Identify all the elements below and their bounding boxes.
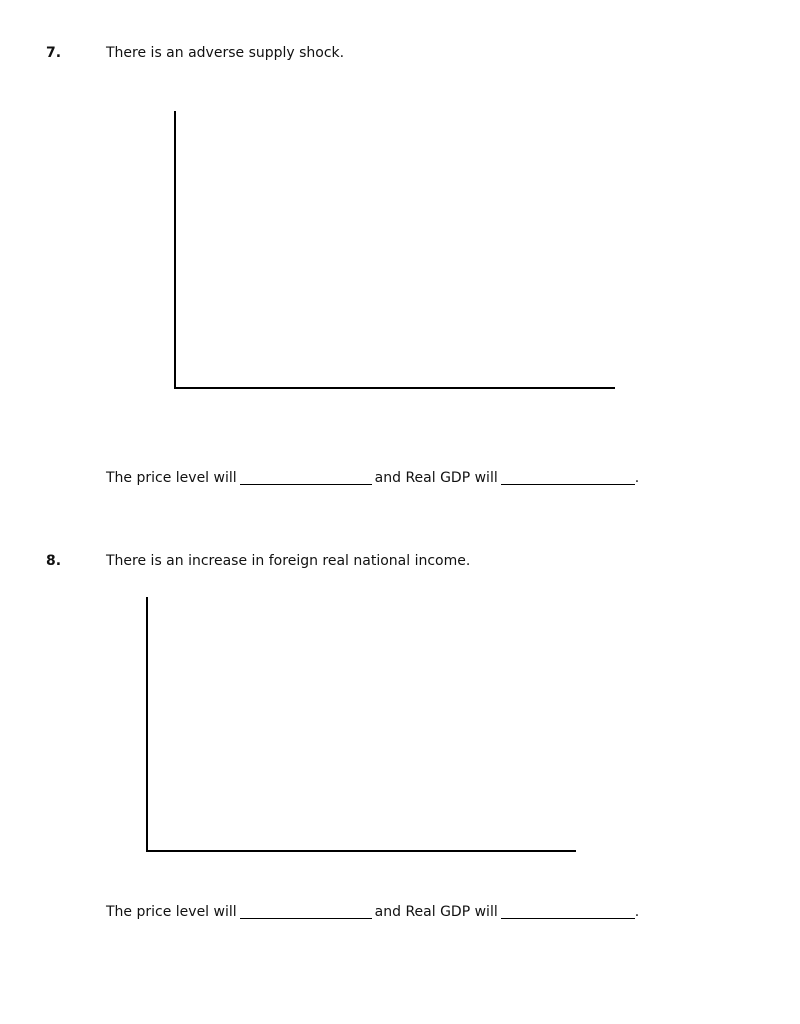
- question-7-answer-text-1: The price level will: [106, 470, 237, 486]
- question-7-y-axis: [174, 111, 176, 389]
- question-8-prompt: There is an increase in foreign real national income.: [106, 553, 471, 569]
- question-7-x-axis: [174, 387, 615, 389]
- question-8-price-level-blank[interactable]: [240, 904, 372, 919]
- question-7-real-gdp-blank[interactable]: [501, 470, 635, 485]
- question-8-x-axis: [146, 850, 576, 852]
- question-8-answer-line: [106, 903, 639, 921]
- question-7-answer-line: [106, 469, 639, 487]
- question-7-answer-period: .: [634, 470, 640, 486]
- question-8-number: 8.: [46, 553, 62, 569]
- question-8-real-gdp-blank[interactable]: [501, 904, 635, 919]
- question-8-answer-period: .: [634, 904, 640, 920]
- question-7-price-level-blank[interactable]: [240, 470, 372, 485]
- question-8-answer-text-2: and Real GDP will: [374, 904, 498, 920]
- question-7-answer-text-2: and Real GDP will: [374, 470, 498, 486]
- question-8-answer-text-1: The price level will: [106, 904, 237, 920]
- question-7-number: 7.: [46, 45, 62, 61]
- question-7-prompt: There is an adverse supply shock.: [106, 45, 345, 61]
- question-8-y-axis: [146, 597, 148, 852]
